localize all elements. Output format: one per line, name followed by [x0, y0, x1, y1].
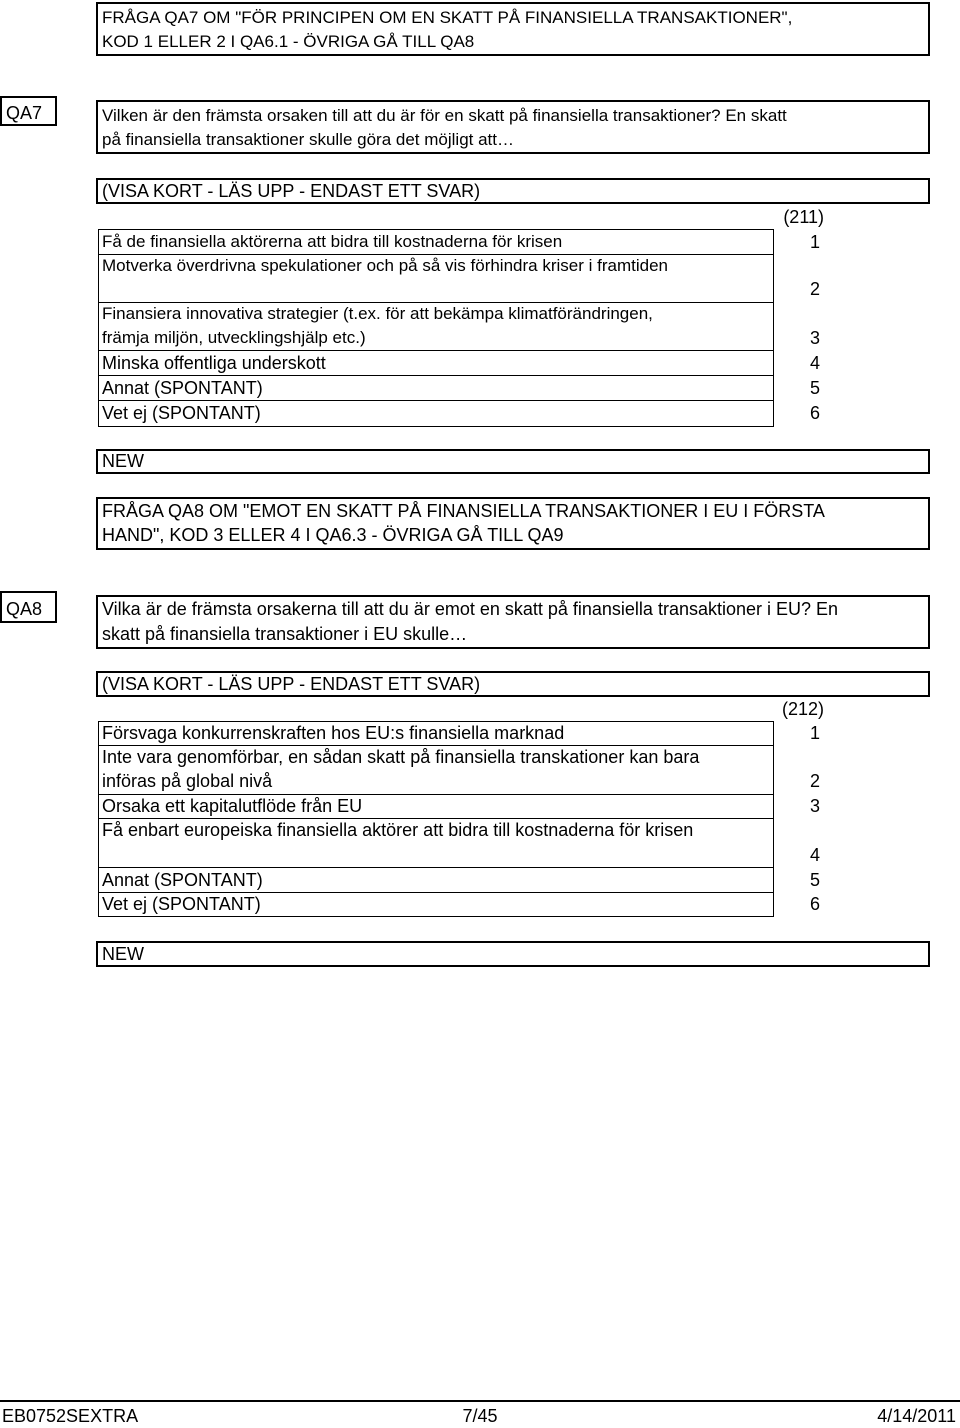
new-box [96, 941, 930, 967]
question-id: QA7 [6, 103, 43, 123]
answer-code: 2 [809, 771, 820, 791]
answer-option: Få enbart europeiska finansiella aktörer att bidra till kostnaderna för krisen [102, 820, 694, 840]
answer-code: 5 [809, 378, 820, 398]
answer-option: Få de finansiella aktörerna att bidra till kostnaderna för krisen [102, 232, 563, 251]
answer-option: Minska offentliga underskott [102, 353, 326, 373]
answer-option: Annat (SPONTANT) [102, 870, 263, 890]
divider [98, 426, 774, 427]
filter-line: FRÅGA QA7 OM "FÖR PRINCIPEN OM EN SKATT PÅ FINANSIELLA TRANSAKTIONER", [102, 8, 793, 27]
answer-option: Annat (SPONTANT) [102, 378, 263, 398]
answer-code: 4 [809, 845, 820, 865]
divider [98, 721, 99, 917]
answer-option: Vet ej (SPONTANT) [102, 403, 261, 423]
answer-code: 4 [809, 353, 820, 373]
filter-line: FRÅGA QA8 OM "EMOT EN SKATT PÅ FINANSIELLA TRANSAKTIONER I EU I FÖRSTA [102, 501, 825, 521]
footer-page: 7/45 [462, 1406, 498, 1426]
answer-option: främja miljön, utvecklingshjälp etc.) [102, 328, 366, 347]
answer-code: 6 [809, 403, 820, 423]
answer-code: 2 [809, 279, 820, 299]
instruction-text: (VISA KORT - LÄS UPP - ENDAST ETT SVAR) [102, 181, 481, 201]
column-code: (212) [781, 699, 824, 719]
divider [98, 229, 99, 427]
new-label: NEW [102, 451, 144, 471]
answer-code: 6 [809, 894, 820, 914]
new-box [96, 449, 930, 474]
question-text: på finansiella transaktioner skulle göra det möjligt att… [102, 130, 514, 149]
footer-doc-id: EB0752SEXTRA [2, 1406, 139, 1426]
filter-line: HAND", KOD 3 ELLER 4 I QA6.3 - ÖVRIGA GÅ TILL QA9 [102, 525, 564, 545]
answer-option: Motverka överdrivna spekulationer och på så vis förhindra kriser i framtiden [102, 256, 668, 275]
filter-line: KOD 1 ELLER 2 I QA6.1 - ÖVRIGA GÅ TILL QA8 [102, 32, 475, 51]
answer-option: Orsaka ett kapitalutflöde från EU [102, 796, 363, 816]
footer-date: 4/14/2011 [877, 1406, 956, 1426]
answer-option: Finansiera innovativa strategier (t.ex. för att bekämpa klimatförändringen, [102, 304, 653, 323]
answer-code: 1 [809, 232, 820, 252]
question-text: skatt på finansiella transaktioner i EU skulle… [102, 624, 468, 644]
divider [98, 916, 774, 917]
question-text: Vilken är den främsta orsaken till att du är för en skatt på finansiella transaktioner? En skatt [102, 106, 787, 125]
answer-code: 3 [809, 796, 820, 816]
column-code: (211) [783, 207, 824, 227]
answer-option: Inte vara genomförbar, en sådan skatt på finansiella transkationer kan bara [102, 747, 700, 767]
new-label: NEW [102, 944, 144, 964]
question-text: Vilka är de främsta orsakerna till att du är emot en skatt på finansiella transaktioner i EU? En [102, 599, 839, 619]
footer-rule [0, 1400, 960, 1402]
answer-code: 3 [809, 328, 820, 348]
question-id: QA8 [6, 599, 43, 619]
answer-code: 5 [809, 870, 820, 890]
instruction-text: (VISA KORT - LÄS UPP - ENDAST ETT SVAR) [102, 674, 481, 694]
answer-option: Vet ej (SPONTANT) [102, 894, 261, 914]
answer-code: 1 [809, 723, 820, 743]
answer-option: införas på global nivå [102, 771, 273, 791]
answer-option: Försvaga konkurrenskraften hos EU:s finansiella marknad [102, 723, 565, 743]
